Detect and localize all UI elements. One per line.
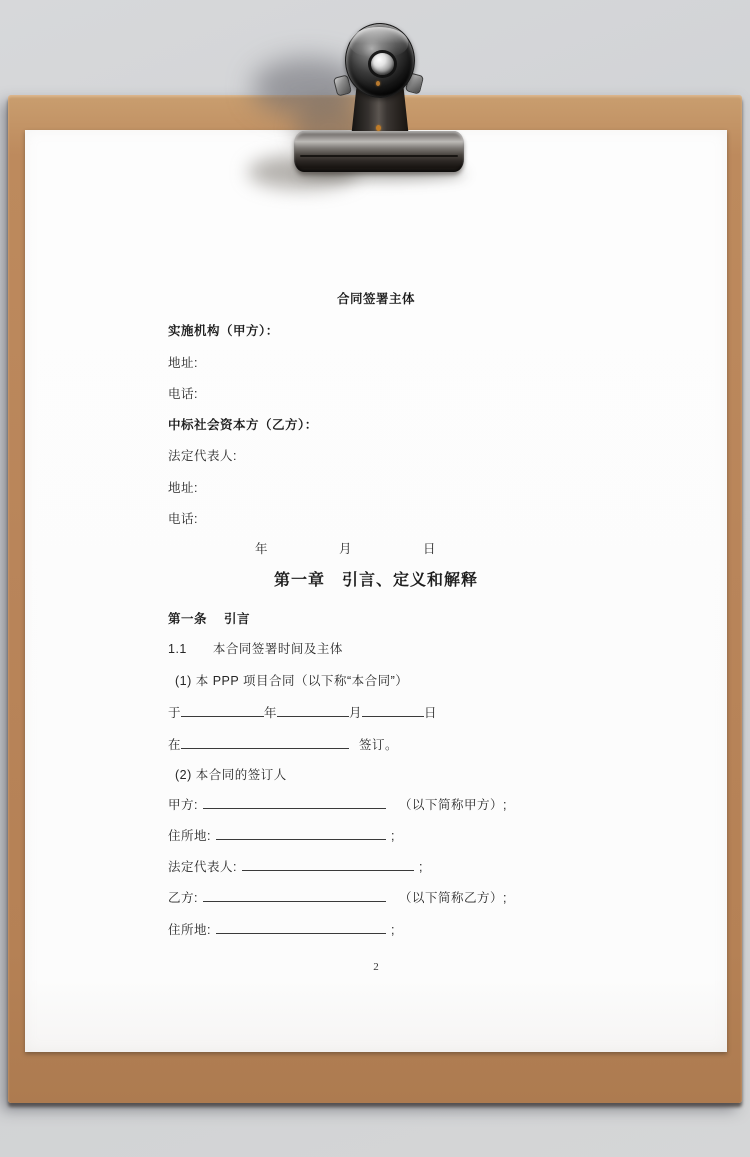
article-heading: 第一条 引言 [168, 612, 250, 626]
sign-date-year: 年 [264, 706, 278, 720]
sign-place-suffix: 签订。 [359, 738, 399, 752]
residence-1-line [168, 826, 395, 842]
party-a-phone-label: 电话: [168, 387, 198, 401]
fill-in-blank-party-b [203, 889, 386, 902]
legal-rep-fill-line [168, 857, 423, 873]
fill-in-blank-month [277, 704, 349, 717]
legal-rep-suffix: ; [418, 860, 423, 874]
clip-reflection-dot [376, 81, 380, 86]
party-b-address-label: 地址: [168, 481, 198, 495]
party-a-fill-line [168, 795, 507, 811]
date-day-label: 日 [423, 542, 437, 556]
party-a-address-label: 地址: [168, 356, 198, 370]
clip-bar-seam [300, 155, 458, 157]
fill-in-blank-year [181, 704, 264, 717]
party-b-label: 乙方: [168, 891, 198, 905]
fill-in-blank-place [181, 736, 349, 749]
sign-date-day: 日 [424, 706, 438, 720]
party-a-heading: 实施机构（甲方）： [168, 324, 279, 338]
residence-2-line [168, 920, 395, 936]
party-a-suffix: （以下简称甲方）; [398, 798, 507, 812]
party-b-heading: 中标社会资本方（乙方）： [168, 418, 318, 432]
residence-2-label: 住所地: [168, 923, 211, 937]
fill-in-blank-day [362, 704, 424, 717]
chapter-heading: 第一章 引言、定义和解释 [273, 572, 478, 589]
clip-knob-hole [371, 53, 394, 75]
sign-date-line [168, 703, 437, 719]
party-b-legal-label: 法定代表人: [168, 449, 237, 463]
sign-date-month: 月 [349, 706, 363, 720]
residence-2-suffix: ; [390, 923, 395, 937]
residence-1-suffix: ; [390, 829, 395, 843]
party-b-suffix: （以下简称乙方）; [398, 891, 507, 905]
clip-reflection-dot [376, 125, 381, 131]
legal-rep-label: 法定代表人: [168, 860, 237, 874]
doc-title: 合同签署主体 [336, 292, 415, 306]
date-row [255, 539, 436, 555]
fill-in-blank-party-a [203, 796, 386, 809]
sign-place-line [168, 735, 398, 751]
fill-in-blank-legal-rep [242, 858, 414, 871]
residence-1-label: 住所地: [168, 829, 211, 843]
clip-knob [345, 23, 415, 98]
party-a-label: 甲方: [168, 798, 198, 812]
party-b-phone-label: 电话: [168, 512, 198, 526]
clip-bar [294, 131, 464, 172]
sign-date-prefix: 于 [168, 706, 182, 720]
sign-place-prefix: 在 [168, 738, 182, 752]
item-1: (1) 本 PPP 项目合同（以下称“本合同”） [175, 674, 409, 688]
item-2: (2) 本合同的签订人 [175, 768, 287, 782]
contract-page [25, 130, 727, 1052]
date-year-label: 年 [255, 542, 269, 556]
page-number: 2 [373, 961, 379, 973]
date-month-label: 月 [339, 542, 353, 556]
party-b-fill-line [168, 888, 507, 904]
clause-1-1: 1.1 本合同签署时间及主体 [168, 642, 343, 656]
fill-in-blank-residence-2 [216, 921, 386, 934]
fill-in-blank-residence-1 [216, 827, 386, 840]
